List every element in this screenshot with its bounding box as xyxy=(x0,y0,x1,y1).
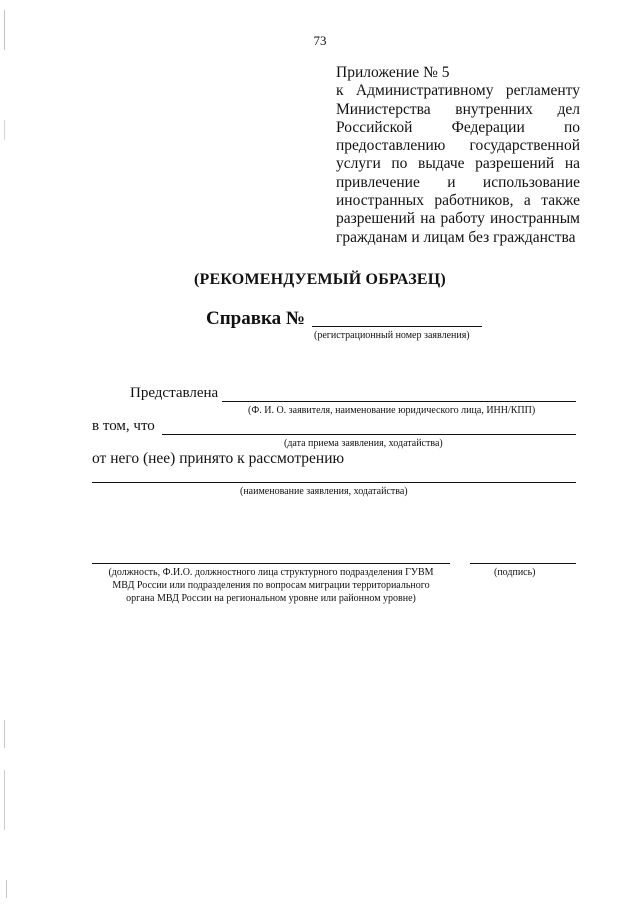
accepted-hint: (наименование заявления, ходатайства) xyxy=(240,486,408,497)
official-hint xyxy=(80,566,462,605)
page-number: 73 xyxy=(313,33,327,48)
official-hint-line: МВД России или подразделения по вопросам миграции территориального xyxy=(112,580,430,591)
certificate-title: Справка № xyxy=(206,308,305,329)
presented-line xyxy=(222,401,576,402)
accepted-line xyxy=(92,482,576,483)
presented-label: Представлена xyxy=(130,385,219,401)
appendix-line: привлечение и использование xyxy=(336,173,580,191)
scan-margin-mark xyxy=(4,120,5,140)
scan-margin-mark xyxy=(4,770,5,830)
appendix-line: гражданам и лицам без гражданства xyxy=(336,228,576,246)
in-that-label: в том, что xyxy=(92,418,155,434)
appendix-line: услуги по выдаче разрешений на xyxy=(336,155,580,173)
appendix-line: Приложение № 5 xyxy=(336,64,450,81)
appendix-line: Российской Федерации по xyxy=(336,118,580,136)
scan-margin-mark xyxy=(4,10,5,50)
appendix-line: разрешений на работу иностранным xyxy=(336,210,580,228)
in-that-line xyxy=(162,434,576,435)
signature-hint: (подпись) xyxy=(494,567,536,578)
accepted-text: от него (нее) принято к рассмотрению xyxy=(92,450,345,467)
certificate-number-line xyxy=(312,326,482,327)
document-heading: (РЕКОМЕНДУЕМЫЙ ОБРАЗЕЦ) xyxy=(194,271,446,288)
signature-line xyxy=(470,563,576,564)
appendix-line: иностранных работников, а также xyxy=(336,192,580,210)
official-hint-line: (должность, Ф.И.О. должностного лица структурного подразделения ГУВМ xyxy=(108,567,434,578)
official-hint-line: органа МВД России на региональном уровне или районном уровне) xyxy=(126,593,416,604)
appendix-line: предоставлению государственной xyxy=(336,137,580,155)
in-that-hint: (дата приема заявления, ходатайства) xyxy=(284,438,443,449)
certificate-number-hint: (регистрационный номер заявления) xyxy=(314,330,470,341)
appendix-line: Министерства внутренних дел xyxy=(336,100,580,118)
scan-margin-mark xyxy=(6,880,7,898)
appendix-line: к Административному регламенту xyxy=(336,82,580,100)
presented-hint: (Ф. И. О. заявителя, наименование юридического лица, ИНН/КПП) xyxy=(248,405,536,416)
appendix-block xyxy=(336,64,580,247)
official-line xyxy=(92,563,450,564)
scan-margin-mark xyxy=(4,720,5,748)
